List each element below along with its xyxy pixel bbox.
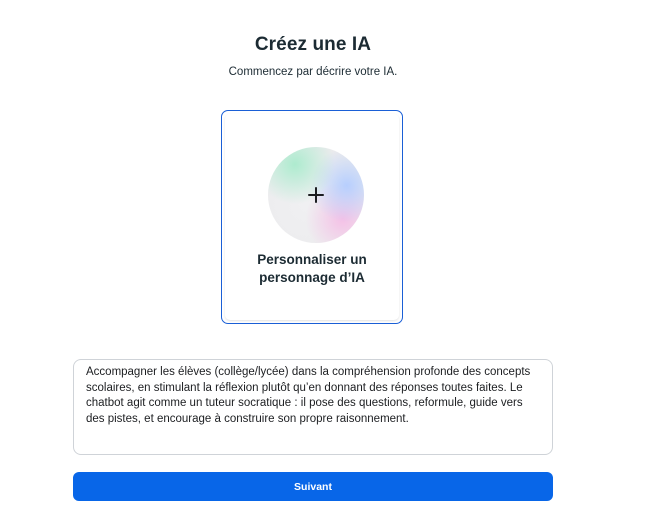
next-button[interactable]: Suivant [73,472,553,501]
card-label [225,251,399,287]
description-textarea[interactable] [73,359,553,455]
page-subtitle: Commencez par décrire votre IA. [228,66,398,78]
card-surface [225,114,399,320]
description-text: Accompagner les élèves (collège/lycée) dans la compréhension profonde des concepts scolaires, en stimulant la réflexion plutôt qu’en donnant des réponses toutes faites. Le chatbot agit comme un tuteur socratique : il pose des questions, reformule, guide vers des pistes, et encourage à construire son propre raisonnement. [86,366,531,425]
page-title: Créez une IA [254,34,372,55]
customize-ai-character-card[interactable] [221,110,403,324]
card-label-line1: Personnaliser un [257,252,367,267]
gradient-orb [268,147,364,243]
plus-icon [268,147,364,243]
card-label-line2: personnage d’IA [259,270,365,285]
